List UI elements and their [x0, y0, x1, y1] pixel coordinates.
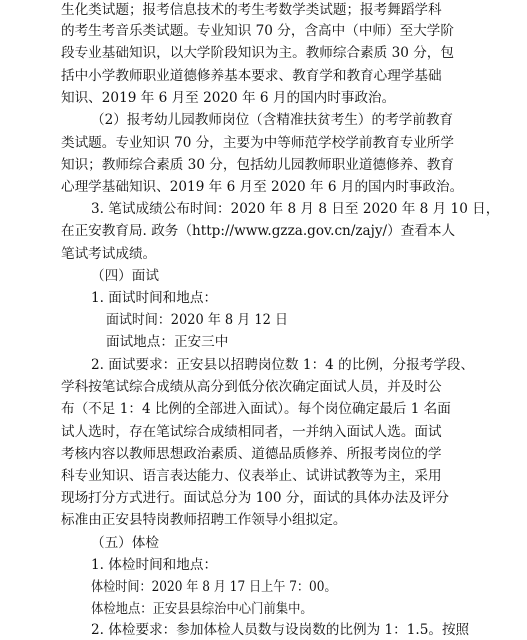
line-text: （2）报考幼儿园教师岗位（含精准扶贫考生）的考学前教育	[91, 112, 454, 128]
line-text: 类试题。专业知识 70 分，主要为中等师范学校学前教育专业所学	[61, 135, 454, 151]
line-text: 布（不足 1：4 比例的全部进入面试）。每个岗位确定最后 1 名面	[61, 401, 451, 417]
text-line	[61, 221, 519, 241]
line-text: 的考生考音乐类试题。专业知识 70 分，含高中（中师）至大学阶	[61, 23, 454, 39]
line-text: 3. 笔试成绩公布时间：2020 年 8 月 8 日至 2020 年 8 月 10 日，	[91, 201, 500, 217]
text-line	[61, 88, 449, 108]
text-line	[61, 422, 519, 442]
text-line	[61, 444, 519, 464]
text-line	[91, 577, 337, 597]
line-text: 面试时间：2020 年 8 月 12 日	[106, 312, 288, 328]
line-text: 1. 体检时间和地点：	[91, 557, 218, 573]
line-text: 试人选时，存在笔试综合成绩相同者，一并纳入面试人选。面试	[61, 424, 442, 440]
line-text: 标准由正安县特岗教师招聘工作领导小组拟定。	[61, 512, 347, 528]
line-text: 体检地点：正安县县综治中心门前集中。	[91, 601, 313, 617]
text-line	[91, 620, 519, 640]
text-line	[61, 155, 519, 175]
text-line	[106, 332, 242, 352]
line-text: 段专业基础知识，以大学阶段知识为主。教师综合素质 30 分，包	[61, 45, 454, 61]
line-text: 2. 体检要求：参加体检人员数与设岗数的比例为 1：1.5。按照	[91, 622, 470, 638]
text-line	[61, 66, 519, 86]
text-line	[61, 488, 519, 508]
line-text: 科专业知识、语言表达能力、仪表举止、试讲试教等为主，采用	[61, 468, 442, 484]
text-line	[61, 0, 519, 20]
text-line	[91, 555, 219, 575]
text-line	[61, 510, 351, 530]
text-line	[91, 599, 313, 619]
text-line	[61, 399, 519, 419]
text-line	[91, 110, 519, 130]
line-text: 笔试考试成绩。	[61, 246, 157, 262]
section-heading	[91, 533, 169, 553]
line-text: 2. 面试要求：正安县以招聘岗位数 1：4 的比例，分报考学段、	[91, 357, 475, 373]
text-line	[91, 355, 519, 375]
line-text: 1. 面试时间和地点：	[91, 290, 218, 306]
line-text: 面试地点：正安三中	[106, 334, 229, 350]
section-heading	[91, 266, 169, 286]
line-text: 括中小学教师职业道德修养基本要求、教育学和教育心理学基础	[61, 68, 442, 84]
line-text: 学科按笔试综合成绩从高分到低分依次确定面试人员，并及时公	[61, 379, 442, 395]
text-line	[61, 244, 167, 264]
text-line	[61, 377, 519, 397]
line-text: 生化类试题；报考信息技术的考生考数学类试题；报考舞蹈学科	[61, 2, 442, 18]
text-line	[61, 133, 519, 153]
line-text: 考核内容以教师思想政治素质、道德品质修养、所报考岗位的学	[61, 446, 442, 462]
text-line	[106, 310, 288, 330]
text-line	[61, 43, 519, 63]
line-text: 心理学基础知识、2019 年 6 月至 2020 年 6 月的国内时事政治。	[61, 179, 464, 195]
line-text: （四）面试	[91, 268, 159, 284]
line-text: 知识、2019 年 6 月至 2020 年 6 月的国内时事政治。	[61, 90, 396, 106]
text-line	[61, 177, 519, 197]
text-line	[61, 21, 519, 41]
line-text: 在正安教育局. 政务（http://www.gzza.gov.cn/zajy/）查看本人	[61, 223, 456, 239]
line-text: （五）体检	[91, 535, 159, 551]
line-text: 体检时间：2020 年 8 月 17 日上午 7：00。	[91, 579, 337, 595]
text-line	[61, 466, 519, 486]
line-text: 知识；教师综合素质 30 分，包括幼儿园教师职业道德修养、教育	[61, 157, 454, 173]
text-line	[91, 199, 519, 219]
line-text: 现场打分方式进行。面试总分为 100 分，面试的具体办法及评分	[61, 490, 450, 506]
text-line	[91, 288, 219, 308]
